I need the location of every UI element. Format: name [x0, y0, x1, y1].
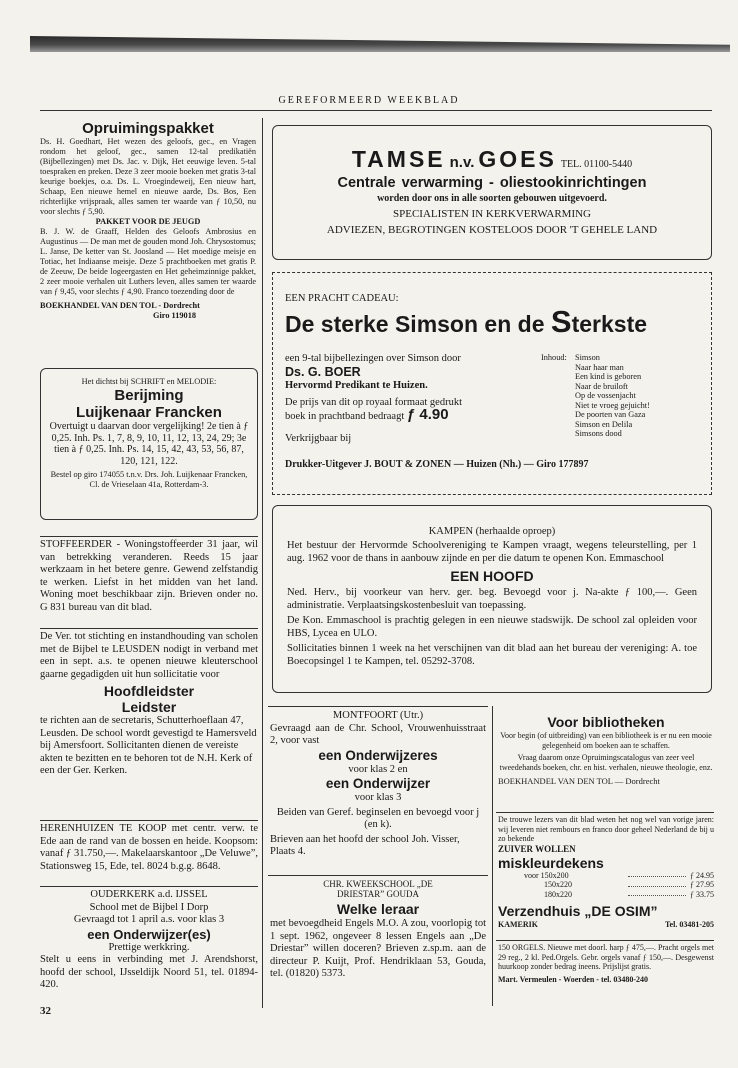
ad-para: Ned. Herv., bij voorkeur van herv. ger. beg. Bevoegd voor j. Na-akte ƒ 100,—. Geen administratie. Verplaatsingskostenbesluit van toepassing.	[287, 587, 697, 611]
ad-intro: De Ver. tot stichting en instandhouding van scholen met de Bijbel te LEUSDEN nodigt in verband met een in sept. a.s. te openen nieuwe kleuterschool gaarne gegadigden uit hun sollicitatie voor	[40, 631, 258, 680]
contents-item: Simson en Delila	[575, 419, 633, 429]
ad-body: te richten aan de secretaris, Schutterhoeflaan 47, Leusden. De school wordt gevestigd te Hamersveld bij Amersfoort. Sollicitanten dienen de vereiste akten te bezitten en te behoren tot de N.H. Kerk of een der Ger. Kerken.	[40, 715, 257, 776]
company-city: GOES	[478, 146, 557, 172]
ad-bibliotheken	[498, 714, 714, 786]
ad-intro: Het dichtst bij SCHRIFT en MELODIE:	[81, 377, 217, 386]
column-divider	[262, 118, 263, 1008]
ad-body: Ds. H. Goedhart, Het wezen des geloofs, gec., en Vragen rondom het geloof, gec., samen 12-tal predikatiën (Bijbellezingen) met Ds. Jac. v. Dijk, Het eeuwige leven. 5-tal toespraken en preken. Deze 3 zeer mooie boeken met gratis 3-tal keurige boekjes, o.a. Ds. L. Vroegindeweij, Een nieuw hart, Schaap, Een nieuwe hemel en nieuwe aarde, Ds. Bos, Een richterlijke vrijspraak, alles samen ter waarde van ƒ 10,50, nu voor slechts ƒ 5,90.	[40, 137, 256, 216]
ad-para: De trouwe lezers van dit blad weten het nog wel van vorige jaren: wij leveren niet rembours en franco door geheel Nederland de bij u zo bekende	[498, 815, 714, 843]
title-part: De sterke Simson en de	[285, 311, 551, 337]
ad-line: Prettige werkkring.	[108, 941, 190, 953]
ad-title: miskleurdekens	[498, 854, 604, 871]
ad-title: Luijkenaar Francken	[76, 404, 222, 421]
contents-item: Op de vossenjacht	[575, 391, 636, 400]
separator	[40, 886, 258, 887]
ad-title: Hoofdleidster	[103, 683, 195, 699]
ad-montfoort	[270, 710, 486, 859]
company-suffix: n.v.	[449, 154, 475, 171]
ad-position: een Onderwijzeres	[318, 747, 438, 763]
ad-publisher: Drukker-Uitgever J. BOUT & ZONEN — Huizen (Nh.) — Giro 177897	[285, 459, 589, 470]
contents-item: Naar de bruiloft	[575, 381, 628, 391]
ad-tamse	[272, 125, 712, 260]
ad-body: B. J. W. de Graaff, Helden des Geloofs Ambrosius en Augustinus — De man met de gouden mond Joh. Chrysostomus; L. Janse, De ketter van St. Joosland — Het moedige meisje en Totiac, het Indiaanse meisje. Deze 5 prachtboeken met gratis P. de Zeeuw, De beide logeergasten en Het geheimzinnige pakket, 2 zeer mooie verhalen uit Luthers leven, alles samen ter waarde van ƒ 9,45, voor slechts ƒ 4,90. Franco toezending door de	[40, 227, 256, 296]
ad-title: Leidster	[121, 699, 177, 715]
company-place: KAMERIK	[498, 920, 538, 929]
book-price: ƒ 4.90	[406, 406, 449, 423]
separator	[496, 812, 714, 813]
page-top-edge	[30, 36, 730, 52]
ad-driestar	[270, 879, 486, 981]
ad-body: Brieven aan het hoofd der school Joh. Visser, Plaats 4.	[270, 833, 460, 857]
ad-services: Centrale verwarming - oliestookinrichtingen	[337, 175, 647, 191]
ad-line: Gevraagd tot 1 april a.s. voor klas 3	[73, 914, 225, 925]
separator	[268, 706, 488, 707]
header-rule	[40, 110, 712, 111]
ad-body: Overtuigt u daarvan door vergelijking! 2e tien à ƒ 0,25. Inh. Ps. 1, 7, 8, 9, 10, 11, 12, 13, 24, 29; 3e tien à ƒ 0,25. Inh. Ps. 14, 15, 42, 43, 53, 56, 87, 120, 121, 122.	[49, 421, 249, 467]
ad-title: Voor bibliotheken	[547, 714, 665, 730]
ad-body: Beiden van Geref. beginselen en bevoegd voor j (en k).	[276, 806, 480, 830]
ad-stoffeerder: STOFFEERDER - Woningstoffeerder 31 jaar, wil van betrekking veranderen. Reeds 15 jaar werkzaam in het betere genre. Gewend zelfstandig te werken. Liefst in het midden van het land. Woning moet beschikbaar zijn. Brieven onder no. G 831 bureau van dit blad.	[40, 539, 258, 613]
row-size: 150x220	[544, 880, 572, 889]
ad-intro: Gevraagd aan de Chr. School, Vrouwenhuisstraat 2, voor vast	[270, 722, 486, 746]
book-title	[285, 304, 699, 339]
ad-osim	[498, 815, 714, 929]
row-price: ƒ 33.75	[690, 889, 714, 899]
price-row	[524, 890, 714, 900]
row-size: 180x220	[544, 889, 572, 899]
ad-herenhuizen: HERENHUIZEN TE KOOP met centr. verw. te Ede aan de rand van de bossen en heide. Koopsom: vanaf ƒ 31.750,—. Makelaarskantoor „De Veluwe”, Stationsweg 15, Ede, tel. 8024 b.g.g. 8648.	[40, 823, 258, 872]
row-size: voor 150x200	[524, 870, 569, 880]
ad-line: ADVIEZEN, BEGROTINGEN KOSTELOOS DOOR 'T GEHELE LAND	[326, 224, 658, 236]
ad-body: met bevoegdheid Engels M.O. A zou, voorlopig tot 1 sept. 1962, ongeveer 8 lessen Engels aan „De Driestar” willen doceren? Brieven z.sp.m. aan de directeur P. Kuijt, Prof. Hendriklaan 53, Gouda, tel. (01820) 5373.	[270, 918, 486, 979]
separator	[268, 875, 488, 876]
ad-title: MONTFOORT (Utr.)	[332, 710, 424, 721]
ad-line: een 9-tal bijbellezingen over Simson door	[285, 353, 461, 364]
ad-line: Verkrijgbaar bij	[285, 433, 352, 444]
ad-footer: BOEKHANDEL VAN DEN TOL — Dordrecht	[498, 776, 660, 786]
ad-footer: BOEKHANDEL VAN DEN TOL - Dordrecht	[40, 301, 200, 310]
ad-title: OUDERKERK a.d. IJSSEL	[90, 889, 208, 900]
page-header: GEREFORMEERD WEEKBLAD	[278, 95, 460, 106]
ad-giro: Giro 119018	[153, 311, 196, 320]
separator	[40, 536, 258, 537]
ad-line: worden door ons in alle soorten gebouwen uitgevoerd.	[377, 193, 607, 204]
contents-item: Simsons dood	[575, 429, 622, 438]
title-initial: S	[550, 304, 572, 339]
row-price: ƒ 27.95	[690, 880, 714, 889]
book-author: Ds. G. BOER	[285, 365, 361, 379]
ad-para: De Kon. Emmaschool is prachtig gelegen in een nieuwe stadswijk. De school zal opleiden voor HBS, Lycea en ULO.	[287, 615, 697, 639]
separator	[40, 820, 258, 821]
ad-title: Berijming	[114, 387, 184, 404]
price-table	[524, 871, 714, 900]
separator	[40, 628, 258, 629]
ad-orgels	[498, 943, 714, 984]
separator	[496, 940, 714, 941]
ad-berijming	[40, 368, 258, 520]
ad-line: School met de Bijbel I Dorp	[89, 901, 209, 913]
ad-para: Vraag daarom onze Opruimingscatalogus van zeer veel tweedehands boeken, chr. en hist. verhalen, nieuwe theologie, enz.	[499, 753, 713, 772]
company-name: TAMSE	[351, 146, 446, 172]
company-tel: TEL. 01100-5440	[560, 159, 633, 170]
title-part: terkste	[571, 311, 648, 337]
price-row	[524, 871, 714, 881]
ad-title: KAMPEN (herhaalde oproep)	[428, 526, 556, 537]
ad-position: een Onderwijzer	[325, 776, 431, 791]
ad-simson	[272, 272, 712, 495]
ad-body: 150 ORGELS. Nieuwe met doorl. harp ƒ 475,—. Pracht orgels met 29 reg., 2 kl. Ped.Orgels. Gebr. orgels vanaf ƒ 150,—. Desgewenst huurkoop zonder bedrag ineens. Prijslijst gratis.	[498, 943, 714, 971]
ad-order: Bestel op giro 174055 t.n.v. Drs. Joh. Luijkenaar Francken, Cl. de Vrieselaan 41a, Rotterdam-3.	[50, 470, 248, 489]
ad-opruimingspakket	[40, 120, 256, 321]
contents-item: Een kind is geboren	[575, 372, 642, 381]
column-divider	[492, 706, 493, 1006]
company-tel: Tel. 03481-205	[664, 920, 714, 929]
contents-label: Inhoud:	[541, 353, 567, 362]
ad-line: SPECIALISTEN IN KERKVERWARMING	[393, 208, 591, 220]
ad-intro: Het bestuur der Hervormde Schoolvereniging te Kampen vraagt, wegens teleurstelling, per 1 aug. 1962 voor de thans in aanbouw zijnde en per die datum te openen Kon. Emmaschool	[287, 540, 697, 564]
page-number: 32	[40, 1005, 51, 1017]
contents-item: Niet te vroeg gejuicht!	[575, 400, 650, 410]
ad-line: voor klas 2 en	[348, 763, 408, 775]
company-name: Verzendhuis „DE OSIM”	[498, 903, 658, 919]
ad-leusden	[40, 631, 258, 778]
ad-title: CHR. KWEEKSCHOOL „DE DRIESTAR” GOUDA	[323, 879, 433, 899]
contents-item: Simson	[575, 353, 600, 362]
ad-intro: EEN PRACHT CADEAU:	[285, 293, 399, 304]
ad-title: Opruimingspakket	[82, 120, 214, 137]
ad-para: Sollicitaties binnen 1 week na het verschijnen van dit blad aan het bureau der vereniging: A. toe Boecopsingel 1 te Kampen, tel. 05292-3708.	[287, 643, 697, 667]
ad-ouderkerk	[40, 889, 258, 992]
ad-body: Stelt u eens in verbinding met J. Arendshorst, hoofd der school, IJsseldijk Noord 51, tel. 01894-420.	[40, 954, 258, 990]
contents-item: De poorten van Gaza	[575, 410, 646, 419]
ad-subtitle: PAKKET VOOR DE JEUGD	[95, 217, 201, 226]
ad-position: EEN HOOFD	[450, 568, 534, 584]
ad-product: ZUIVER WOLLEN	[498, 843, 576, 854]
ad-position: een Onderwijzer(es)	[87, 926, 211, 942]
ad-position: Welke leraar	[336, 901, 420, 917]
contents-item: Naar haar man	[575, 362, 624, 372]
contents-list	[541, 353, 701, 439]
price-text: De prijs van dit op royaal formaat gedrukt boek in prachtband bedraagt	[285, 397, 462, 422]
contents-items	[575, 353, 701, 439]
row-price: ƒ 24.95	[690, 870, 714, 880]
author-role: Hervormd Predikant te Huizen.	[285, 380, 428, 391]
ad-kampen	[272, 505, 712, 693]
price-row	[524, 880, 714, 890]
ad-footer: Mart. Vermeulen - Woerden - tel. 03480-240	[498, 974, 649, 984]
ad-para: Voor begin (of uitbreiding) van een bibliotheek is er nu een mooie gelegenheid om boeken aan te schaffen.	[500, 731, 712, 750]
ad-line: voor klas 3	[354, 792, 402, 803]
